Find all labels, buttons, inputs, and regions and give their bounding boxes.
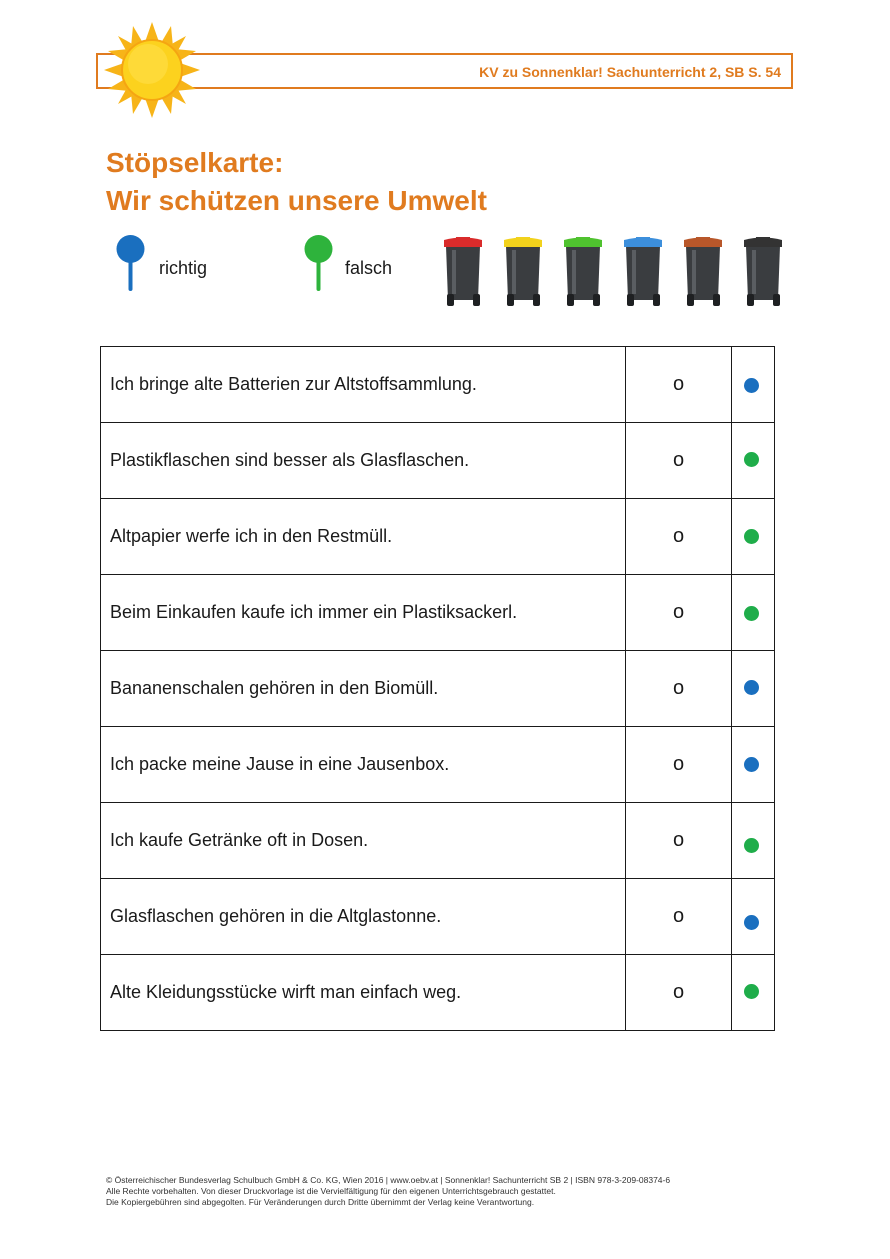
green-pin-icon xyxy=(304,234,334,292)
answer-hole[interactable]: o xyxy=(626,727,732,803)
solution-cell xyxy=(732,423,775,499)
solution-cell xyxy=(732,499,775,575)
statement-text: Ich bringe alte Batterien zur Altstoffsammlung. xyxy=(101,347,626,423)
solution-cell xyxy=(732,727,775,803)
statements-table xyxy=(100,346,775,1031)
table-row xyxy=(101,499,775,575)
table-row xyxy=(101,651,775,727)
solution-dot xyxy=(744,757,759,772)
footer-line-2: Alle Rechte vorbehalten. Von dieser Druckvorlage ist die Vervielfältigung für den eigenen Unterrichtsgebrauch gestattet. xyxy=(106,1186,556,1196)
answer-hole[interactable]: o xyxy=(626,803,732,879)
solution-cell xyxy=(732,347,775,423)
red-bin-icon xyxy=(444,237,482,306)
title-line-2: Wir schützen unsere Umwelt xyxy=(106,185,487,216)
header-bar xyxy=(96,53,793,89)
brown-bin-icon xyxy=(684,237,722,306)
footer-line-1: © Österreichischer Bundesverlag Schulbuch GmbH & Co. KG, Wien 2016 | www.oebv.at | Sonnenklar! Sachunterricht SB 2 | ISBN 978-3-209-08374-6 xyxy=(106,1175,671,1185)
table-row xyxy=(101,575,775,651)
statement-text: Plastikflaschen sind besser als Glasflaschen. xyxy=(101,423,626,499)
table-row xyxy=(101,879,775,955)
copyright-footer xyxy=(106,1175,670,1208)
solution-dot xyxy=(744,915,759,930)
footer-line-3: Die Kopiergebühren sind abgegolten. Für Veränderungen durch Dritte übernimmt der Verlag keine Verantwortung. xyxy=(106,1197,535,1207)
statement-text: Ich packe meine Jause in eine Jausenbox. xyxy=(101,727,626,803)
solution-cell xyxy=(732,955,775,1031)
legend-correct-label: richtig xyxy=(159,258,208,278)
solution-dot xyxy=(744,606,759,621)
statement-text: Beim Einkaufen kaufe ich immer ein Plastiksackerl. xyxy=(101,575,626,651)
yellow-bin-icon xyxy=(504,237,542,306)
table-row xyxy=(101,955,775,1031)
black-bin-icon xyxy=(744,237,782,306)
answer-hole[interactable]: o xyxy=(626,955,732,1031)
solution-dot xyxy=(744,680,759,695)
page-title xyxy=(106,144,487,220)
statement-text: Bananenschalen gehören in den Biomüll. xyxy=(101,651,626,727)
green-bin-icon xyxy=(564,237,602,306)
statement-text: Ich kaufe Getränke oft in Dosen. xyxy=(101,803,626,879)
blue-bin-icon xyxy=(624,237,662,306)
solution-cell xyxy=(732,575,775,651)
statement-text: Altpapier werfe ich in den Restmüll. xyxy=(101,499,626,575)
solution-dot xyxy=(744,452,759,467)
table-row xyxy=(101,423,775,499)
answer-hole[interactable]: o xyxy=(626,499,732,575)
solution-dot xyxy=(744,529,759,544)
solution-cell xyxy=(732,803,775,879)
answer-hole[interactable]: o xyxy=(626,651,732,727)
solution-dot xyxy=(744,838,759,853)
title-line-1: Stöpselkarte: xyxy=(106,147,284,178)
header-text: KV zu Sonnenklar! Sachunterricht 2, SB S. 54 xyxy=(479,64,781,80)
statement-text: Glasflaschen gehören in die Altglastonne. xyxy=(101,879,626,955)
table-row xyxy=(101,347,775,423)
table-row xyxy=(101,803,775,879)
legend-wrong-label: falsch xyxy=(345,258,393,278)
answer-hole[interactable]: o xyxy=(626,423,732,499)
answer-hole[interactable]: o xyxy=(626,347,732,423)
answer-hole[interactable]: o xyxy=(626,879,732,955)
waste-bins xyxy=(441,236,786,308)
solution-cell xyxy=(732,879,775,955)
table-row xyxy=(101,727,775,803)
blue-pin-icon xyxy=(116,234,146,292)
solution-dot xyxy=(744,378,759,393)
answer-hole[interactable]: o xyxy=(626,575,732,651)
solution-cell xyxy=(732,651,775,727)
sun-icon xyxy=(104,22,200,118)
statement-text: Alte Kleidungsstücke wirft man einfach weg. xyxy=(101,955,626,1031)
solution-dot xyxy=(744,984,759,999)
